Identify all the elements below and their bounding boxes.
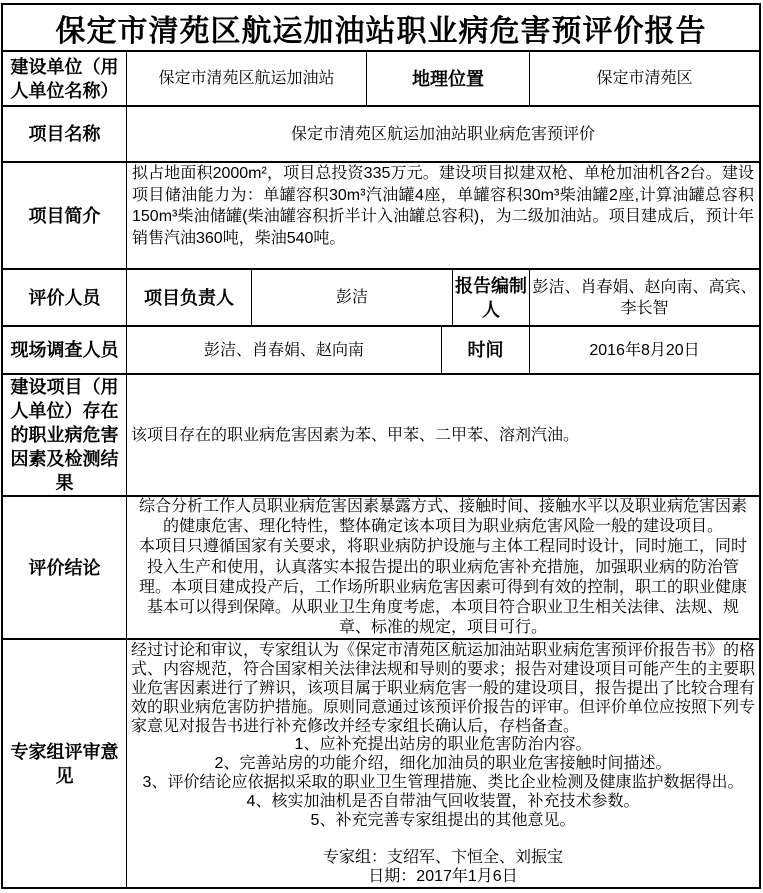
report-title: 保定市清苑区航运加油站职业病危害预评价报告 xyxy=(3,5,759,52)
geo-location-label: 地理位置 xyxy=(367,52,530,107)
report-compilers-value: 彭洁、肖春娟、赵向南、高宾、李长智 xyxy=(530,270,759,327)
expert-review-experts: 专家组：支绍军、卞恒全、刘振宝 xyxy=(322,849,563,867)
project-name-value: 保定市清苑区航运加油站职业病危害预评价 xyxy=(127,107,759,163)
time-label: 时间 xyxy=(442,327,530,375)
project-leader-label: 项目负责人 xyxy=(127,270,252,327)
project-profile-label: 项目简介 xyxy=(3,163,127,270)
row-project-name xyxy=(3,107,759,163)
row-site-survey xyxy=(3,327,759,375)
row-conclusion xyxy=(3,497,759,640)
report-compilers-label: 报告编制人 xyxy=(453,270,530,327)
project-profile-value xyxy=(127,163,759,270)
project-leader-value: 彭洁 xyxy=(252,270,453,327)
evaluators-label: 评价人员 xyxy=(3,270,127,327)
geo-location-value: 保定市清苑区 xyxy=(530,52,759,107)
expert-review-line: 1、应补充提出站房的职业危害防治内容。 xyxy=(294,736,592,754)
hazards-value: 该项目存在的职业病危害因素为苯、甲苯、二甲苯、溶剂汽油。 xyxy=(127,375,759,497)
expert-review-line: 4、核实加油机是否自带油气回收装置，补充技术参数。 xyxy=(246,792,640,810)
row-construction-unit xyxy=(3,52,759,107)
construction-unit-label: 建设单位（用人单位名称） xyxy=(3,52,127,107)
site-survey-value: 彭洁、肖春娟、赵向南 xyxy=(127,327,442,375)
expert-review-line: 5、补充完善专家组提出的其他意见。 xyxy=(310,811,576,829)
row-evaluators xyxy=(3,270,759,327)
row-hazards xyxy=(3,375,759,497)
time-value: 2016年8月20日 xyxy=(530,327,759,375)
expert-review-line: 经过讨论和审议，专家组认为《保定市清苑区航运加油站职业病危害预评价报告书》的格式、内容规范，符合国家相关法律法规和导则的要求；报告对建设项目可能产生的主要职业危害因素进行了辨识，该项目属于职业病危害一般的建设项目，报告提出了比较合理有效的职业病危害防护措施。原则同意通过该预评价报告的评审。但评价单位应按照下列专家意见对报告书进行补充修改并经专家组长确认后，存档备查。 xyxy=(131,642,756,735)
conclusion-paragraph-2: 本项目只遵循国家有关要求，将职业病防护设施与主体工程同时设计，同时施工，同时投入生产和使用，认真落实本报告提出的职业病危害补充措施，加强职业病的防治管理。本项目建成投产后，工作场所职业病危害因素可得到有效的控制，职工的职业健康基本可以得到保障。从职业卫生角度考虑，本项目符合职业卫生相关法律、法规、规章、标准的规定，项目可行。 xyxy=(138,538,747,637)
site-survey-label: 现场调查人员 xyxy=(3,327,127,375)
expert-review-line: 2、完善站房的功能介绍，细化加油员的职业危害接触时间描述。 xyxy=(214,755,672,773)
conclusion-label: 评价结论 xyxy=(3,497,127,640)
project-profile-paragraph: 拟占地面积2000m²，项目总投资335万元。建设项目拟建双枪、单枪加油机各2台。建设项目储油能力为：单罐容积30m³汽油罐4座，单罐容积30m³柴油罐2座,计算油罐总容积150m³柴油储罐(柴油罐容积折半计入油罐总容积)，为二级加油站。项目建成后，预计年销售汽油360吨，柴油540吨。 xyxy=(132,165,754,247)
conclusion-paragraph-1: 综合分析工作人员职业病危害因素暴露方式、接触时间、接触水平以及职业病危害因素的健康危害、理化特性，整体确定该本项目为职业病危害风险一般的建设项目。 xyxy=(138,498,747,536)
project-name-label: 项目名称 xyxy=(3,107,127,163)
conclusion-value xyxy=(127,497,759,640)
hazards-label: 建设项目（用人单位）存在的职业病危害因素及检测结果 xyxy=(3,375,127,497)
expert-review-value xyxy=(127,640,759,886)
title-row xyxy=(3,5,759,52)
expert-review-date: 日期：2017年1月6日 xyxy=(368,867,518,885)
expert-review-label: 专家组评审意见 xyxy=(3,640,127,886)
row-expert-review xyxy=(3,640,759,886)
expert-review-line: 3、评价结论应依据拟采取的职业卫生管理措施、类比企业检测及健康监护数据得出。 xyxy=(142,774,744,791)
report-table xyxy=(1,3,761,889)
row-project-profile xyxy=(3,163,759,270)
construction-unit-value: 保定市清苑区航运加油站 xyxy=(127,52,367,107)
